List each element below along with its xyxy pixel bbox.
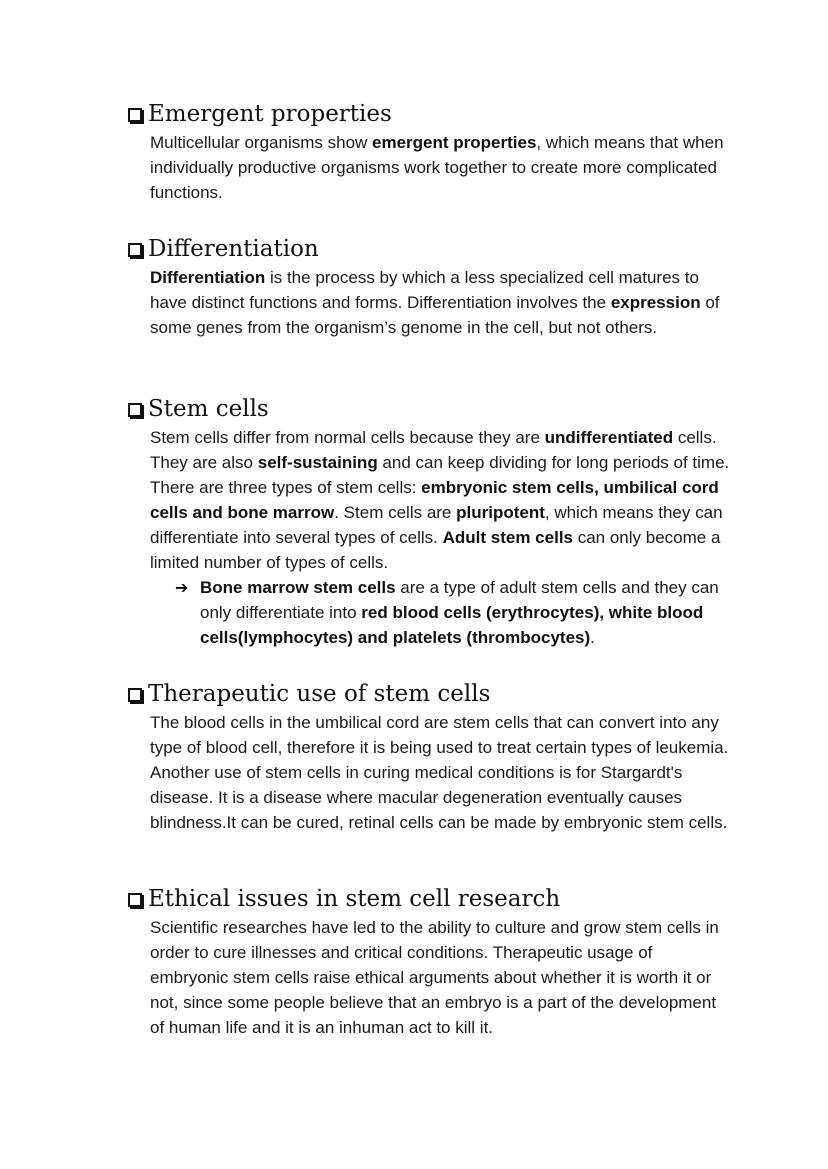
- section-title: Stem cells: [148, 396, 269, 422]
- checkbox-icon: [128, 893, 142, 907]
- section-heading: [128, 100, 728, 128]
- section-therapeutic-use: [128, 680, 728, 835]
- section-paragraph: [150, 265, 734, 340]
- section-paragraph: The blood cells in the umbilical cord are stem cells that can convert into any type of blood cell, therefore it is being used to treat certain types of leukemia. Another use of stem cells in curing medical conditions is for Stargardt's disease. It is a disease where macular degeneration eventually causes blindness.It can be cured, retinal cells can be made by embryonic stem cells.: [150, 713, 729, 832]
- section-heading: [128, 680, 728, 708]
- section-title: Therapeutic use of stem cells: [148, 681, 491, 707]
- text-run: is the process by which a less specialized cell matures to have distinct functions and forms. Differentiation involves the: [150, 268, 699, 312]
- bold-term: emergent properties: [372, 133, 537, 152]
- text-run: , which means that when individually productive organisms work together to create more complicated functions.: [150, 133, 724, 202]
- bold-term: Differentiation: [150, 268, 266, 287]
- text-run: and can keep dividing for long periods of time. There are three types of stem cells:: [150, 453, 730, 497]
- section-title: Emergent properties: [148, 101, 392, 127]
- bold-term: red blood cells (erythrocytes), white blood cells(lymphocytes) and platelets (thrombocytes): [200, 603, 704, 647]
- bullet-item: [175, 575, 735, 650]
- section-title: Differentiation: [148, 236, 319, 262]
- bold-term: undifferentiated: [544, 428, 674, 447]
- text-run: .: [590, 628, 595, 647]
- section-differentiation: [128, 235, 728, 340]
- section-heading: [128, 885, 728, 913]
- text-run: . Stem cells are: [334, 503, 457, 522]
- text-run: Stem cells differ from normal cells because they are: [150, 428, 545, 447]
- text-run: are a type of adult stem cells and they can only differentiate into: [200, 578, 719, 622]
- checkbox-icon: [128, 688, 142, 702]
- bold-term: Adult stem cells: [442, 528, 573, 547]
- text-run: , which means they can differentiate into several types of cells.: [150, 503, 723, 547]
- checkbox-icon: [128, 403, 142, 417]
- checkbox-icon: [128, 108, 142, 122]
- checkbox-icon: [128, 243, 142, 257]
- text-run: can only become a limited number of types of cells.: [150, 528, 721, 572]
- section-emergent-properties: [128, 100, 728, 205]
- bullet-text: [200, 575, 720, 650]
- bold-term: self-sustaining: [257, 453, 378, 472]
- text-run: Multicellular organisms show: [150, 133, 373, 152]
- bold-term: Bone marrow stem cells: [200, 578, 396, 597]
- text-run: cells. They are also: [150, 428, 717, 472]
- section-paragraph: [150, 130, 734, 205]
- section-paragraph: [150, 425, 734, 575]
- section-ethical-issues: [128, 885, 728, 1040]
- section-heading: [128, 395, 728, 423]
- section-title: Ethical issues in stem cell research: [148, 886, 561, 912]
- bold-term: embryonic stem cells, umbilical cord cells and bone marrow: [150, 478, 719, 522]
- arrow-bullet-icon: ➔: [175, 578, 189, 597]
- section-heading: [128, 235, 728, 263]
- bold-term: pluripotent: [456, 503, 545, 522]
- section-stem-cells: [128, 395, 728, 650]
- bold-term: expression: [610, 293, 701, 312]
- section-paragraph: Scientific researches have led to the ability to culture and grow stem cells in order to cure illnesses and critical conditions. Therapeutic usage of embryonic stem cells raise ethical arguments about whether it is worth it or not, since some people believe that an embryo is a part of the development of human life and it is an inhuman act to kill it.: [150, 918, 719, 1037]
- text-run: of some genes from the organism’s genome in the cell, but not others.: [150, 293, 720, 337]
